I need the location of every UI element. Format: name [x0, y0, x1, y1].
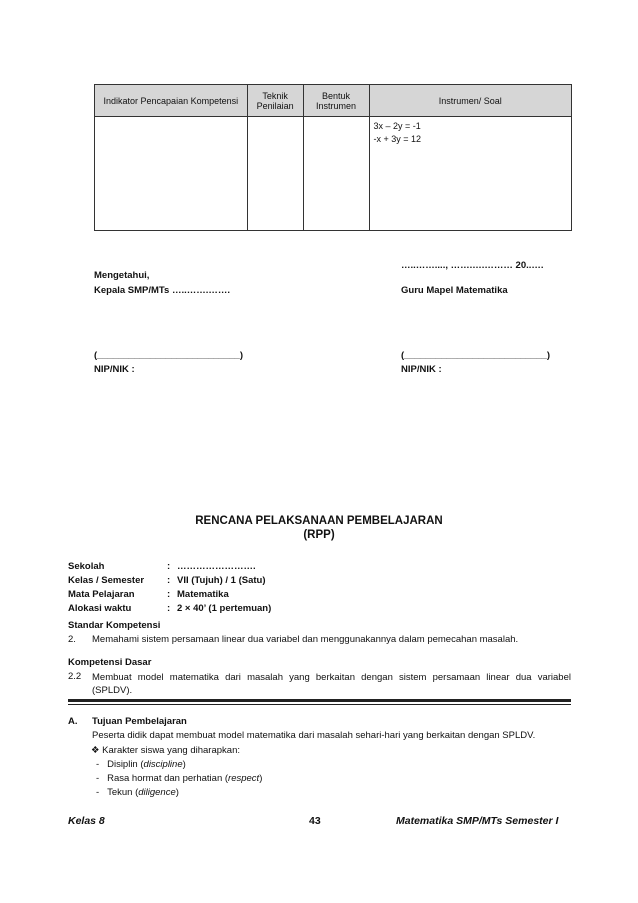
identity-row-mapel: Mata Pelajaran : Matematika — [68, 589, 229, 600]
karakter-bullet — [91, 745, 240, 756]
guru-mapel-label: Guru Mapel Matematika — [401, 285, 508, 296]
equation-1: 3x – 2y = -1 — [373, 121, 421, 131]
karakter-heading: Karakter siswa yang diharapkan: — [102, 745, 240, 756]
identity-label: Alokasi waktu — [68, 603, 132, 614]
header-instrumen: Instrumen/ Soal — [369, 85, 571, 117]
standar-text: Memahami sistem persamaan linear dua variabel dan menggunakannya dalam pemecahan masalah. — [92, 634, 519, 645]
signature-blank-right: (___________________________) — [401, 350, 550, 361]
nip-right: NIP/NIK : — [401, 364, 442, 375]
tujuan-heading: Tujuan Pembelajaran — [92, 716, 187, 727]
cell-teknik — [247, 117, 303, 231]
cell-instrumen — [369, 117, 571, 231]
footer-left: Kelas 8 — [68, 815, 105, 827]
mengetahui-label: Mengetahui, — [94, 270, 150, 281]
header-indikator: Indikator Pencapaian Kompetensi — [95, 85, 248, 117]
footer-right: Matematika SMP/MTs Semester I — [396, 815, 559, 827]
identity-label: Mata Pelajaran — [68, 589, 135, 600]
kompetensi-heading: Kompetensi Dasar — [68, 657, 152, 668]
karakter-item: - Tekun (diligence) — [96, 787, 179, 798]
equation-2: -x + 3y = 12 — [373, 134, 422, 144]
cell-indikator — [95, 117, 248, 231]
document-title: RENCANA PELAKSANAAN PEMBELAJARAN — [195, 515, 443, 527]
signature-blank-left: (___________________________) — [94, 350, 243, 361]
kepala-sekolah-label: Kepala SMP/MTs …..…….……. — [94, 285, 231, 296]
standar-number: 2. — [68, 634, 76, 645]
header-teknik: Teknik Penilaian — [247, 85, 303, 117]
identity-value: 2 × 40’ (1 pertemuan) — [177, 603, 272, 614]
identity-row-kelas: Kelas / Semester : VII (Tujuh) / 1 (Satu) — [68, 575, 266, 586]
header-bentuk: Bentuk Instrumen — [303, 85, 369, 117]
identity-row-alokasi: Alokasi waktu : 2 × 40’ (1 pertemuan) — [68, 603, 272, 614]
diamond-bullet-icon: ❖ — [91, 745, 100, 756]
identity-value: VII (Tujuh) / 1 (Satu) — [177, 575, 266, 586]
karakter-item: - Disiplin (discipline) — [96, 759, 186, 770]
kompetensi-text: Membuat model matematika dari masalah yang berkaitan dengan sistem persamaan linear dua variabel (SPLDV). — [92, 672, 571, 696]
kompetensi-number: 2.2 — [68, 671, 82, 682]
document-subtitle: (RPP) — [303, 529, 335, 541]
tujuan-letter: A. — [68, 716, 78, 727]
assessment-table — [94, 84, 572, 231]
divider-thin — [68, 704, 571, 705]
karakter-item: - Rasa hormat dan perhatian (respect) — [96, 773, 263, 784]
page-number: 43 — [309, 815, 321, 827]
identity-label: Kelas / Semester — [68, 575, 145, 586]
cell-bentuk — [303, 117, 369, 231]
tujuan-text: Peserta didik dapat membuat model matematika dari masalah sehari-hari yang berkaitan dengan SPLDV. — [92, 730, 536, 741]
nip-left: NIP/NIK : — [94, 364, 135, 375]
identity-value: Matematika — [177, 589, 229, 600]
divider-thick — [68, 699, 571, 702]
date-line: …..……...., …….….……… 20..…. — [401, 260, 544, 271]
standar-heading: Standar Kompetensi — [68, 620, 161, 631]
identity-value: ……………………. — [177, 561, 256, 572]
identity-label: Sekolah — [68, 561, 105, 572]
identity-row-sekolah: Sekolah : ……………………. — [68, 561, 256, 572]
